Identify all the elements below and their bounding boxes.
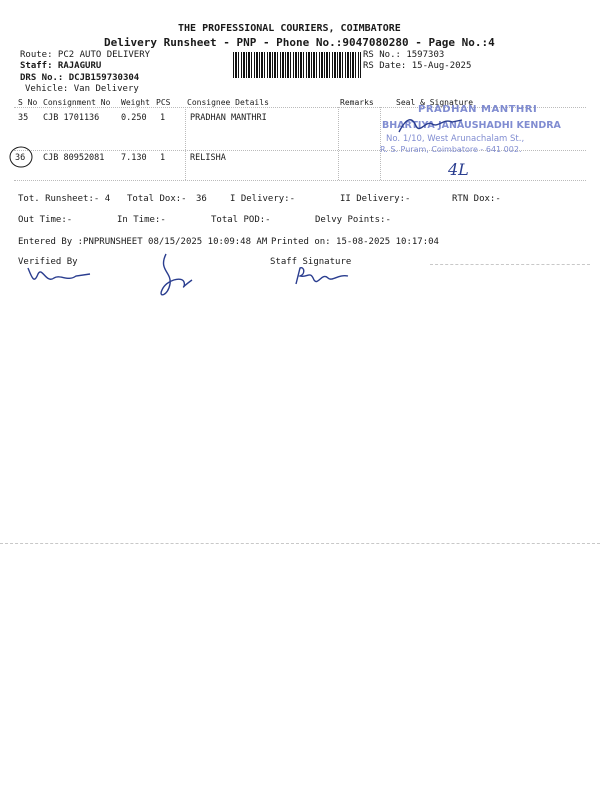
col-pcs: PCS <box>156 98 171 107</box>
verified-by-label: Verified By <box>18 257 78 267</box>
i-delivery: I Delivery:- <box>230 194 296 204</box>
in-time: In Time:- <box>117 215 166 225</box>
delvy-points: Delvy Points:- <box>315 215 391 225</box>
total-dox-value: 36 <box>196 194 207 204</box>
row-sno: 35 <box>18 113 29 123</box>
supervisor-signature <box>152 250 198 300</box>
document-title: THE PROFESSIONAL COURIERS, COIMBATORE <box>178 23 401 34</box>
col-consignment: Consignment No <box>43 98 111 107</box>
total-dox-label: Total Dox:- <box>127 194 187 204</box>
verifier-signature <box>24 262 94 288</box>
handwritten-mark: 4L <box>448 160 469 179</box>
printed-on: Printed on: 15-08-2025 10:17:04 <box>271 237 439 247</box>
row-sno: 36 <box>15 153 26 163</box>
vehicle-label: Vehicle: Van Delivery <box>25 84 139 94</box>
row-pcs: 1 <box>160 113 166 123</box>
route-label: Route: PC2 AUTO DELIVERY <box>20 50 151 60</box>
document-subtitle: Delivery Runsheet - PNP - Phone No.:9047080280 - Page No.:4 <box>104 36 495 49</box>
col-remarks: Remarks <box>340 98 374 107</box>
col-weight: Weight <box>121 98 150 107</box>
ii-delivery: II Delivery:- <box>340 194 411 204</box>
entered-by: Entered By :PNPRUNSHEET 08/15/2025 10:09:48 AM <box>18 237 268 247</box>
row-consignee: RELISHA <box>190 153 226 163</box>
total-pod: Total POD:- <box>211 215 271 225</box>
col-seal-signature: Seal & Signature <box>396 98 474 107</box>
rs-number: RS No.: 1597303 <box>363 50 445 60</box>
col-sno: S No <box>18 98 38 107</box>
row-weight: 7.130 <box>121 153 147 163</box>
row-consignment: CJB 1701136 <box>43 113 100 123</box>
row-weight: 0.250 <box>121 113 147 123</box>
row-consignment: CJB 80952081 <box>43 153 105 163</box>
stamp-line: BHARTIYA JANAUSHADHI KENDRA <box>382 120 561 131</box>
tot-runsheet: Tot. Runsheet:- 4 <box>18 194 111 204</box>
stamp-line: R. S. Puram, Coimbatore - 641 002. <box>380 145 522 154</box>
barcode <box>233 52 361 78</box>
consignee-signature <box>396 112 466 138</box>
staff-signature-label: Staff Signature <box>270 257 352 267</box>
staff-label: Staff: RAJAGURU <box>20 61 102 71</box>
row-pcs: 1 <box>160 153 166 163</box>
drs-number: DRS No.: DCJB159730304 <box>20 73 140 83</box>
stamp-line: No. 1/10, West Arunachalam St., <box>386 134 525 144</box>
out-time: Out Time:- <box>18 215 73 225</box>
staff-signature <box>292 264 354 288</box>
stamp-line: PRADHAN MANTHRI <box>418 104 538 115</box>
rs-date: RS Date: 15-Aug-2025 <box>363 61 472 71</box>
rtn-dox: RTN Dox:- <box>452 194 501 204</box>
row-consignee: PRADHAN MANTHRI <box>190 113 267 123</box>
col-consignee: Consignee Details <box>187 98 269 107</box>
